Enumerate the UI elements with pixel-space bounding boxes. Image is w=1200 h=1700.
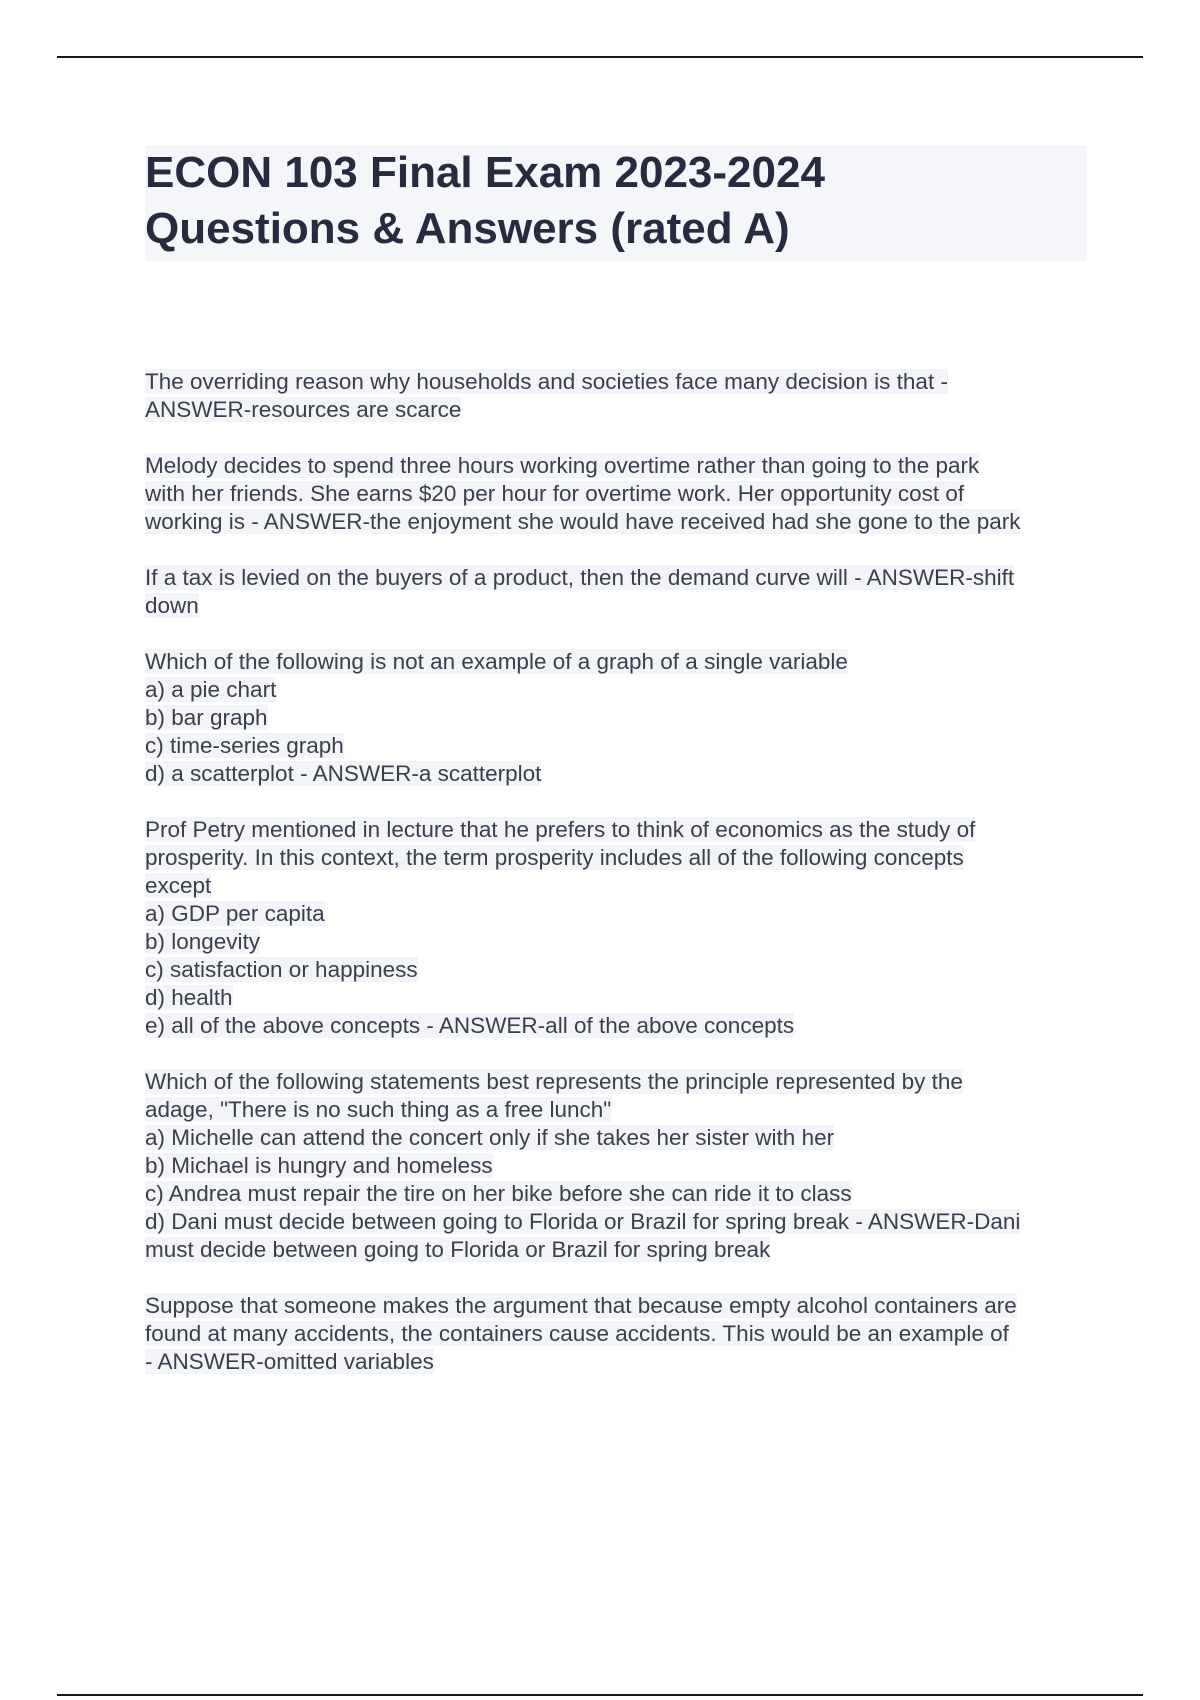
qa-line-text: ANSWER-resources are scarce (145, 397, 462, 422)
qa-line (145, 1348, 1095, 1376)
qa-list (145, 368, 1095, 1404)
qa-line-text: Melody decides to spend three hours working overtime rather than going to the park (145, 453, 980, 478)
qa-line-text: The overriding reason why households and societies face many decision is that - (145, 369, 948, 394)
qa-line-text: working is - ANSWER-the enjoyment she would have received had she gone to the park (145, 509, 1021, 534)
qa-line-text: with her friends. She earns $20 per hour for overtime work. Her opportunity cost of (145, 481, 965, 506)
qa-line-text: If a tax is levied on the buyers of a product, then the demand curve will - ANSWER-shift (145, 565, 1015, 590)
qa-line (145, 928, 1095, 956)
qa-line-text: Prof Petry mentioned in lecture that he prefers to think of economics as the study of (145, 817, 976, 842)
qa-line-text: Which of the following is not an example of a graph of a single variable (145, 649, 848, 674)
qa-line-text: Which of the following statements best represents the principle represented by the (145, 1069, 963, 1094)
qa-line-text: Suppose that someone makes the argument that because empty alcohol containers are (145, 1293, 1017, 1318)
qa-line-text: d) Dani must decide between going to Florida or Brazil for spring break - ANSWER-Dani (145, 1209, 1021, 1234)
qa-line-text: c) Andrea must repair the tire on her bike before she can ride it to class (145, 1181, 852, 1206)
qa-line (145, 676, 1095, 704)
qa-item (145, 1292, 1095, 1376)
qa-line (145, 984, 1095, 1012)
qa-line (145, 452, 1095, 480)
qa-line (145, 844, 1095, 872)
qa-line-text: b) longevity (145, 929, 261, 954)
qa-line-text: e) all of the above concepts - ANSWER-all of the above concepts (145, 1013, 795, 1038)
qa-line (145, 564, 1095, 592)
qa-line (145, 872, 1095, 900)
title-line: Questions & Answers (rated A) (145, 204, 790, 253)
qa-line-text: adage, "There is no such thing as a free lunch" (145, 1097, 612, 1122)
qa-line (145, 816, 1095, 844)
qa-line-text: except (145, 873, 212, 898)
qa-line (145, 1124, 1095, 1152)
qa-line (145, 1320, 1095, 1348)
qa-line (145, 732, 1095, 760)
top-rule (57, 56, 1143, 58)
qa-line (145, 1208, 1095, 1236)
qa-line (145, 368, 1095, 396)
qa-line (145, 704, 1095, 732)
qa-line-text: c) satisfaction or happiness (145, 957, 418, 982)
qa-line (145, 900, 1095, 928)
qa-line-text: b) Michael is hungry and homeless (145, 1153, 493, 1178)
qa-item (145, 564, 1095, 620)
qa-line (145, 956, 1095, 984)
title-line: ECON 103 Final Exam 2023-2024 (145, 148, 825, 197)
qa-line (145, 1012, 1095, 1040)
qa-line-text: found at many accidents, the containers cause accidents. This would be an example of (145, 1321, 1009, 1346)
qa-item (145, 648, 1095, 788)
qa-line-text: a) a pie chart (145, 677, 277, 702)
qa-line (145, 1180, 1095, 1208)
qa-item (145, 452, 1095, 536)
qa-item (145, 368, 1095, 424)
qa-line-text: b) bar graph (145, 705, 268, 730)
qa-line-text: a) GDP per capita (145, 901, 325, 926)
bottom-rule (57, 1694, 1143, 1696)
qa-line-text: d) a scatterplot - ANSWER-a scatterplot (145, 761, 542, 786)
qa-line (145, 1236, 1095, 1264)
qa-line-text: - ANSWER-omitted variables (145, 1349, 434, 1374)
qa-line (145, 1096, 1095, 1124)
qa-line (145, 1152, 1095, 1180)
qa-line-text: prosperity. In this context, the term prosperity includes all of the following concepts (145, 845, 964, 870)
qa-item (145, 1068, 1095, 1264)
qa-line-text: d) health (145, 985, 233, 1010)
document-title (145, 145, 1087, 261)
qa-line (145, 648, 1095, 676)
qa-item (145, 816, 1095, 1040)
qa-line (145, 760, 1095, 788)
qa-line-text: a) Michelle can attend the concert only if she takes her sister with her (145, 1125, 835, 1150)
qa-line (145, 1292, 1095, 1320)
qa-line (145, 508, 1095, 536)
qa-line (145, 592, 1095, 620)
qa-line (145, 396, 1095, 424)
qa-line-text: c) time-series graph (145, 733, 344, 758)
qa-line (145, 480, 1095, 508)
qa-line-text: must decide between going to Florida or Brazil for spring break (145, 1237, 771, 1262)
qa-line-text: down (145, 593, 199, 618)
qa-line (145, 1068, 1095, 1096)
